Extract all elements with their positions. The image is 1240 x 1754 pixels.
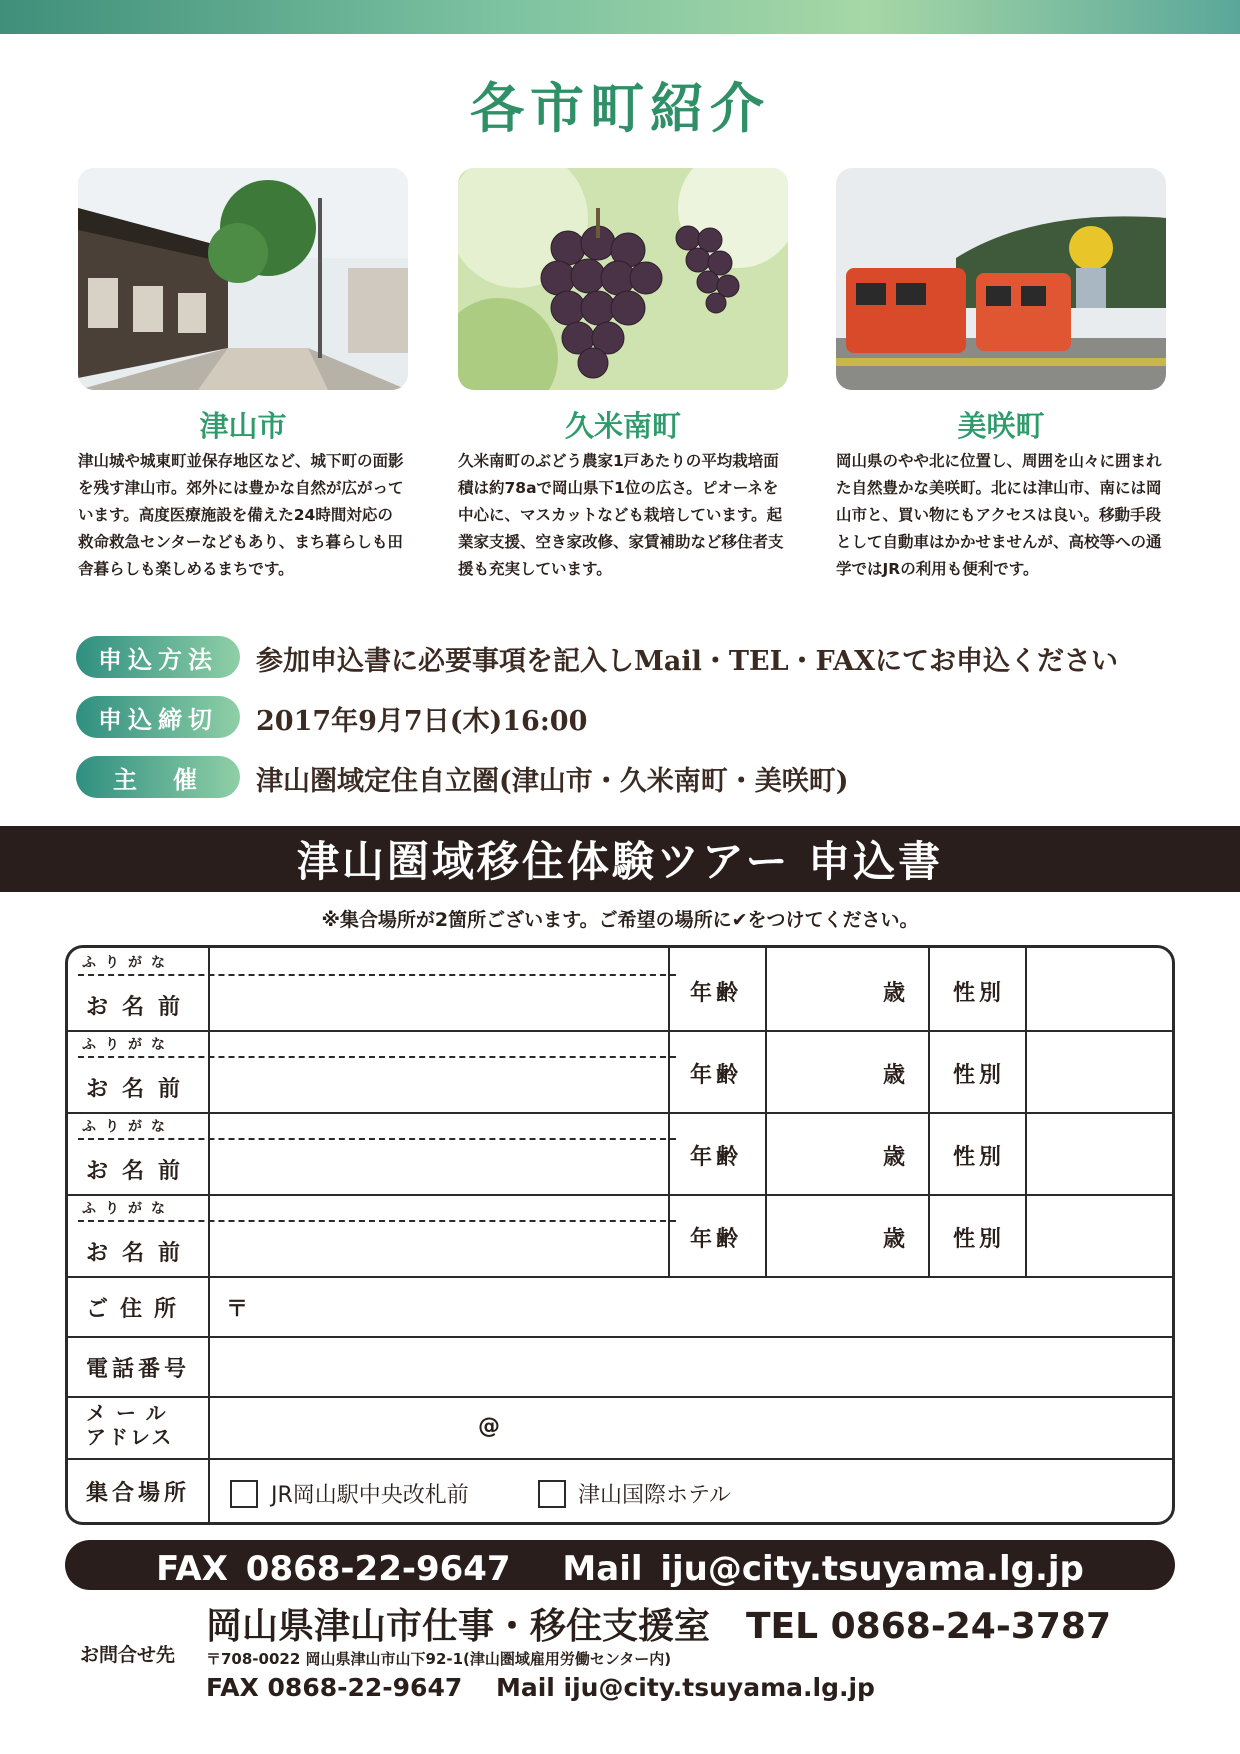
name-label: お名前	[86, 1077, 195, 1102]
mail-label-line2: アドレス	[86, 1425, 174, 1449]
info-label-organizer: 主 催	[76, 756, 240, 798]
info-label-deadline: 申込締切	[76, 696, 240, 738]
option-okayama-station: JR岡山駅中央改札前	[271, 1483, 469, 1508]
checkbox-okayama-station[interactable]	[230, 1480, 258, 1508]
age-unit: 歳	[883, 1227, 910, 1252]
mail-label-line1: メール	[86, 1401, 176, 1425]
contact-bar: FAX 0868-22-9647 Mail iju@city.tsuyama.lg.jp	[65, 1540, 1175, 1590]
furigana-label: ふりがな	[82, 1037, 174, 1053]
age-unit: 歳	[883, 981, 910, 1006]
section-title: 各市町紹介	[470, 77, 770, 140]
town-name-kumenan: 久米南町	[564, 409, 681, 443]
sex-label: 性別	[953, 1145, 1006, 1170]
info-value-method: 参加申込書に必要事項を記入しMail・TEL・FAXにてお申込ください	[256, 646, 1119, 677]
info-label-method: 申込方法	[76, 636, 240, 678]
phone-label: 電話番号	[86, 1357, 191, 1382]
option-tsuyama-hotel: 津山国際ホテル	[578, 1483, 731, 1508]
sex-label: 性別	[953, 981, 1006, 1006]
at-mark: @	[478, 1414, 500, 1439]
postal-mark: 〒	[226, 1297, 249, 1322]
info-value-deadline: 2017年9月7日(木)16:00	[256, 706, 588, 737]
form-title-banner: 津山圏域移住体験ツアー 申込書	[0, 826, 1240, 892]
furigana-label: ふりがな	[82, 955, 174, 971]
form-notice: ※集合場所が2箇所ございます。ご希望の場所に✔をつけてください。	[321, 909, 919, 931]
town-desc-tsuyama: 津山城や城東町並保存地区など、城下町の面影を残す津山市。郊外には豊かな自然が広がっています。高度医療施設を備えた24時間対応の救命救急センターなどもあり、まち暮らしも田舎暮らしも楽しめるまちです。	[78, 452, 404, 578]
age-unit: 歳	[883, 1145, 910, 1170]
footer-fax-mail: FAX 0868-22-9647 Mail iju@city.tsuyama.lg.jp	[206, 1673, 875, 1702]
sex-label: 性別	[953, 1063, 1006, 1088]
age-label: 年齢	[690, 1227, 743, 1252]
age-label: 年齢	[690, 1145, 743, 1170]
trains-photo	[836, 168, 1166, 390]
name-label: お名前	[86, 995, 195, 1020]
town-name-misaki: 美咲町	[957, 409, 1045, 443]
age-label: 年齢	[690, 1063, 743, 1088]
age-label: 年齢	[690, 981, 743, 1006]
footer-organization: 岡山県津山市仕事・移住支援室 TEL 0868-24-3787	[206, 1606, 1111, 1647]
top-decorative-band	[0, 0, 1240, 34]
meeting-place-label: 集合場所	[86, 1481, 191, 1506]
age-unit: 歳	[883, 1063, 910, 1088]
application-form	[65, 945, 1175, 1525]
name-label: お名前	[86, 1159, 195, 1184]
town-desc-kumenan: 久米南町のぶどう農家1戸あたりの平均栽培面積は約78aで岡山県下1位の広さ。ピオーネを中心に、マスカットなども栽培しています。起業家支援、空き家改修、家賃補助など移住者支援も充実しています。	[458, 452, 784, 578]
name-label: お名前	[86, 1241, 195, 1266]
furigana-label: ふりがな	[82, 1119, 174, 1135]
address-label: ご住所	[86, 1297, 189, 1322]
grapes-photo	[458, 168, 788, 390]
tsuyama-street-photo	[78, 168, 408, 390]
footer-contact-label: お問合せ先	[80, 1644, 176, 1666]
town-name-tsuyama: 津山市	[199, 409, 287, 443]
town-desc-misaki: 岡山県のやや北に位置し、周囲を山々に囲まれた自然豊かな美咲町。北には津山市、南には岡山市と、買い物にもアクセスは良い。移動手段として自動車はかかせませんが、高校等への通学ではJRの利用も便利です。	[836, 452, 1162, 578]
footer-address: 〒708-0022 岡山県津山市山下92-1(津山圏域雇用労働センター内)	[206, 1650, 672, 1668]
info-value-organizer: 津山圏域定住自立圏(津山市・久米南町・美咲町)	[256, 766, 849, 797]
furigana-label: ふりがな	[82, 1201, 174, 1217]
checkbox-tsuyama-hotel[interactable]	[538, 1480, 566, 1508]
sex-label: 性別	[953, 1227, 1006, 1252]
